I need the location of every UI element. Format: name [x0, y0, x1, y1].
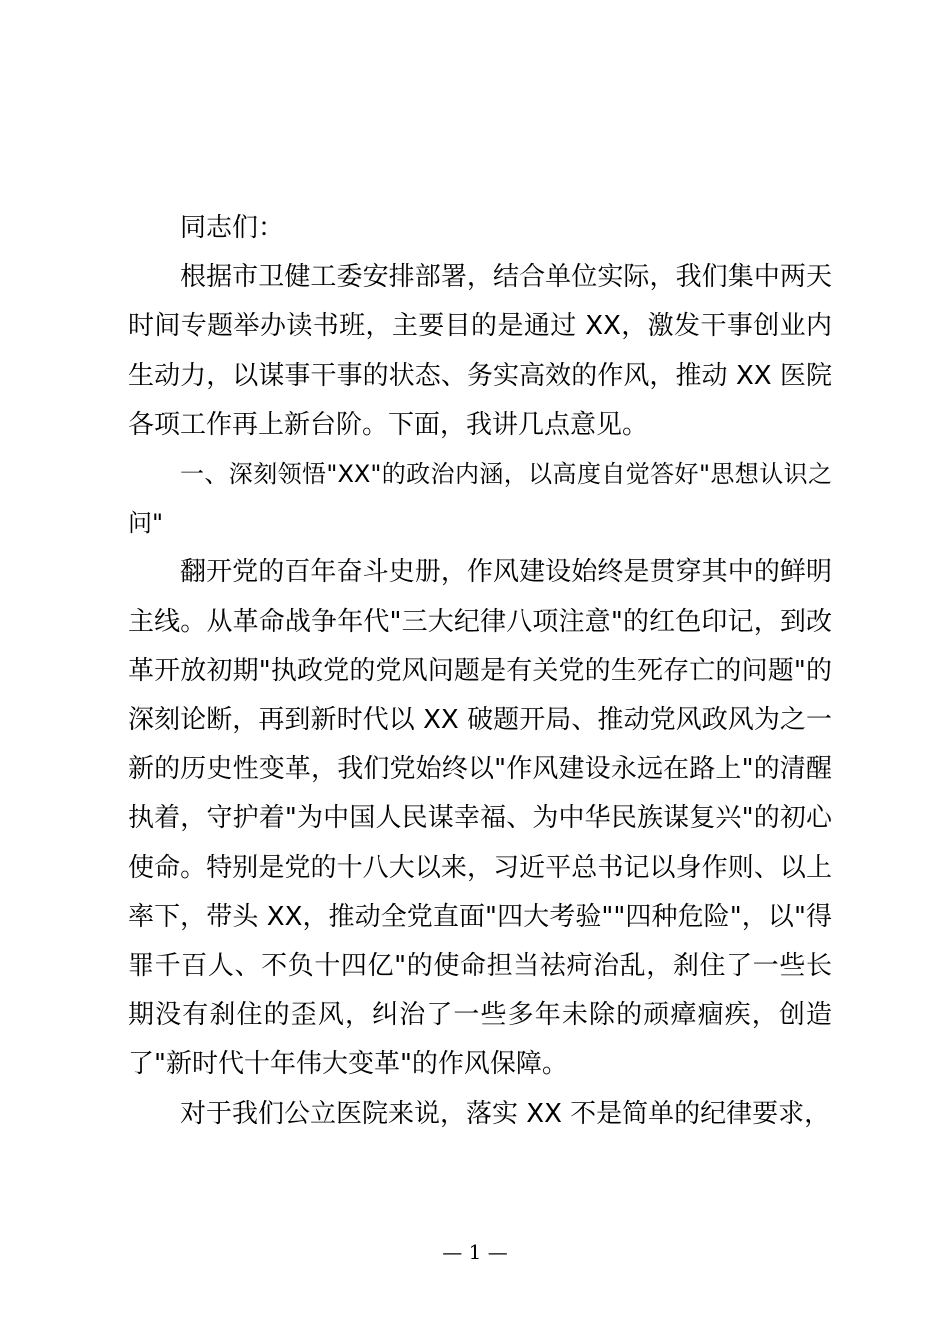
section-1-paragraph-2: 对于我们公立医院来说，落实 XX 不是简单的纪律要求， [180, 1098, 831, 1129]
page-number: — 1 — [442, 1240, 508, 1264]
document-body [128, 204, 832, 1139]
section-heading-1: 一、深刻领悟"XX"的政治内涵，以高度自觉答好"思想认识之问" [128, 460, 832, 538]
salutation: 同志们： [180, 213, 285, 243]
section-1-paragraph-1: 翻开党的百年奋斗史册，作风建设始终是贯穿其中的鲜明主线。从革命战争年代"三大纪律八项注意"的红色印记，到改革开放初期"执政党的党风问题是有关党的生死存亡的问题"的深刻论断，再到新时代以 XX 破题开局、推动党风政风为之一新的历史性变革，我们党始终以"作风建设永远在路上"的清醒执着，守护着"为中国人民谋幸福、为中华民族谋复兴"的初心使命。特别是党的十八大以来，习近平总书记以身作则、以上率下，带头 XX，推动全党直面"四大考验""四种危险"，以"得罪千百人、不负十四亿"的使命担当祛疴治乱，刹住了一些长期没有刹住的歪风，纠治了一些多年未除的顽瘴痼疾，创造了"新时代十年伟大变革"的作风保障。 [128, 557, 832, 1080]
intro-paragraph: 根据市卫健工委安排部署，结合单位实际，我们集中两天时间专题举办读书班，主要目的是通过 XX，激发干事创业内生动力，以谋事干事的状态、务实高效的作风，推动 XX 医院各项工作再上新台阶。下面，我讲几点意见。 [128, 262, 832, 440]
